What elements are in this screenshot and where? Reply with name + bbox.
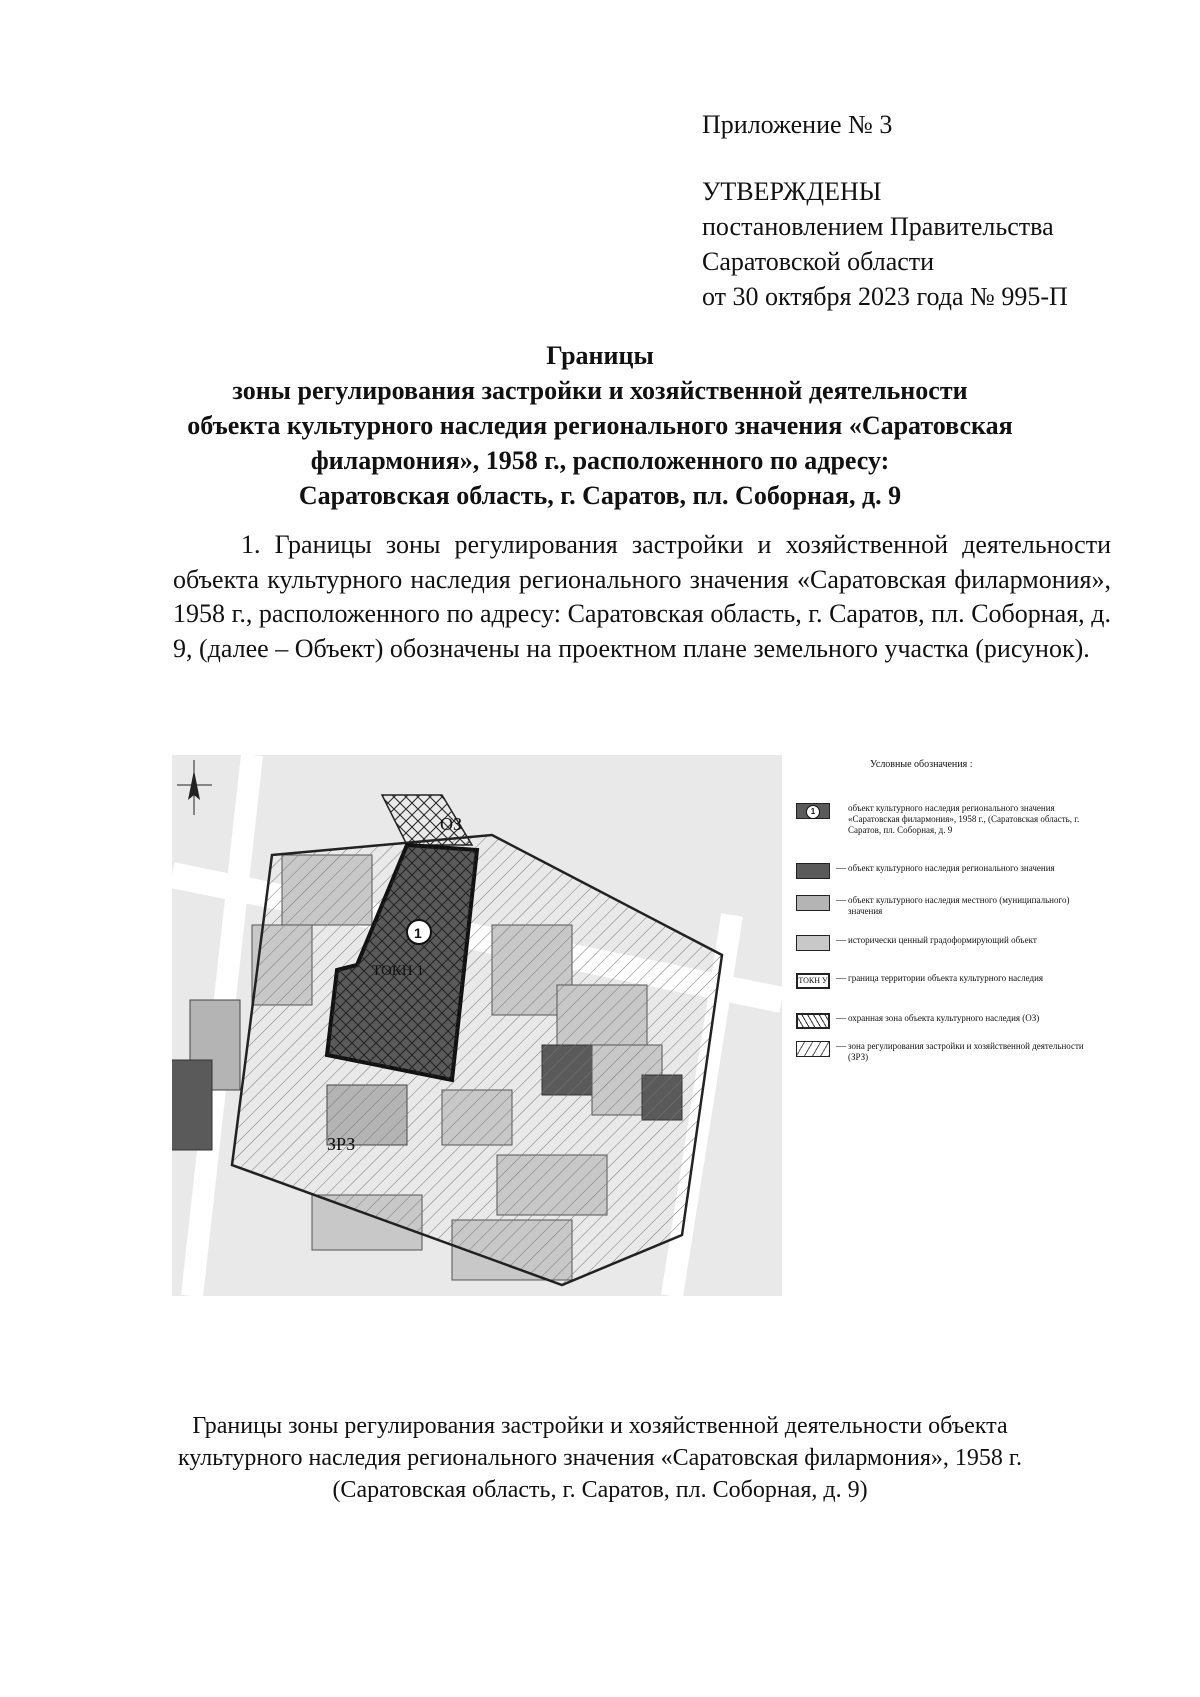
legend-marker-number: 1 bbox=[806, 805, 820, 819]
legend-symbol-protective-zone bbox=[796, 1013, 830, 1029]
title-line: филармония», 1958 г., расположенного по адресу: bbox=[310, 446, 890, 475]
legend-text: граница территории объекта культурного наследия bbox=[848, 973, 1044, 983]
body-paragraph: 1. Границы зоны регулирования застройки и хозяйственной деятельности объекта культурного наследия регионального значения «Саратовская филармония», 1958 г., расположенного по адресу: Саратовская область, г. Саратов, пл. Соборная, д. 9, (далее – Объект) обозначены на проектном плане земельного участка (рисунок). bbox=[173, 530, 1111, 663]
approval-line: от 30 октября 2023 года № 995-П bbox=[702, 282, 1068, 311]
map-marker-number: 1 bbox=[414, 925, 422, 941]
legend-symbol-territory-boundary: ТОКН У bbox=[796, 973, 830, 989]
legend-text: объект культурного наследия регионального значения «Саратовская филармония», 1958 г., (Саратовская область, г. Саратов, пл. Соборная, д. 9 bbox=[848, 803, 1080, 835]
approval-line: УТВЕРЖДЕНЫ bbox=[702, 177, 882, 206]
approval-line: Саратовской области bbox=[702, 247, 935, 276]
legend-text: охранная зона объекта культурного наследия (ОЗ) bbox=[848, 1013, 1040, 1023]
legend-dash: — bbox=[836, 935, 846, 946]
legend-text: объект культурного наследия местного (муниципального) значения bbox=[848, 895, 1070, 916]
legend-text: объект культурного наследия регионального значения bbox=[848, 863, 1055, 873]
caption-line: культурного наследия регионального значения «Саратовская филармония», 1958 г. bbox=[177, 1445, 1023, 1471]
caption-line: Границы зоны регулирования застройки и хозяйственной деятельности объекта bbox=[192, 1413, 1008, 1439]
site-plan-map bbox=[172, 755, 782, 1296]
legend-symbol-regulation-zone bbox=[796, 1041, 830, 1057]
title-line: Границы bbox=[546, 341, 654, 370]
approval-line: постановлением Правительства bbox=[702, 212, 1054, 241]
legend-dash: — bbox=[836, 895, 846, 906]
map-drawing bbox=[172, 755, 782, 1296]
legend-dash: — bbox=[836, 1041, 846, 1052]
legend-symbol-object-marker bbox=[796, 803, 830, 819]
title-line: объекта культурного наследия регионального значения «Саратовская bbox=[187, 411, 1013, 440]
legend-symbol-regional-heritage bbox=[796, 863, 830, 879]
figure-caption bbox=[150, 1410, 1050, 1506]
legend-symbol-local-heritage bbox=[796, 895, 830, 911]
legend-symbol-historic-object bbox=[796, 935, 830, 951]
legend-dash: — bbox=[836, 863, 846, 874]
caption-line: (Саратовская область, г. Саратов, пл. Соборная, д. 9) bbox=[332, 1477, 868, 1503]
legend-dash: — bbox=[836, 973, 846, 984]
map-legend bbox=[790, 755, 1100, 1115]
legend-title: Условные обозначения : bbox=[870, 759, 973, 770]
legend-text: исторически ценный градоформирующий объект bbox=[848, 935, 1037, 945]
map-label-tokn: ТОКН 1 bbox=[372, 963, 424, 979]
building bbox=[172, 1060, 212, 1150]
approval-block bbox=[702, 174, 1068, 314]
document-title bbox=[150, 338, 1050, 513]
legend-text: зона регулирования застройки и хозяйственной деятельности (ЗРЗ) bbox=[848, 1041, 1084, 1062]
map-label-zrz: ЗРЗ bbox=[327, 1134, 356, 1154]
title-line: Саратовская область, г. Саратов, пл. Соборная, д. 9 bbox=[298, 481, 902, 510]
legend-dash: — bbox=[836, 1013, 846, 1024]
map-label-oz: ОЗ bbox=[440, 814, 463, 834]
title-line: зоны регулирования застройки и хозяйственной деятельности bbox=[232, 376, 968, 405]
appendix-label: Приложение № 3 bbox=[702, 110, 893, 139]
